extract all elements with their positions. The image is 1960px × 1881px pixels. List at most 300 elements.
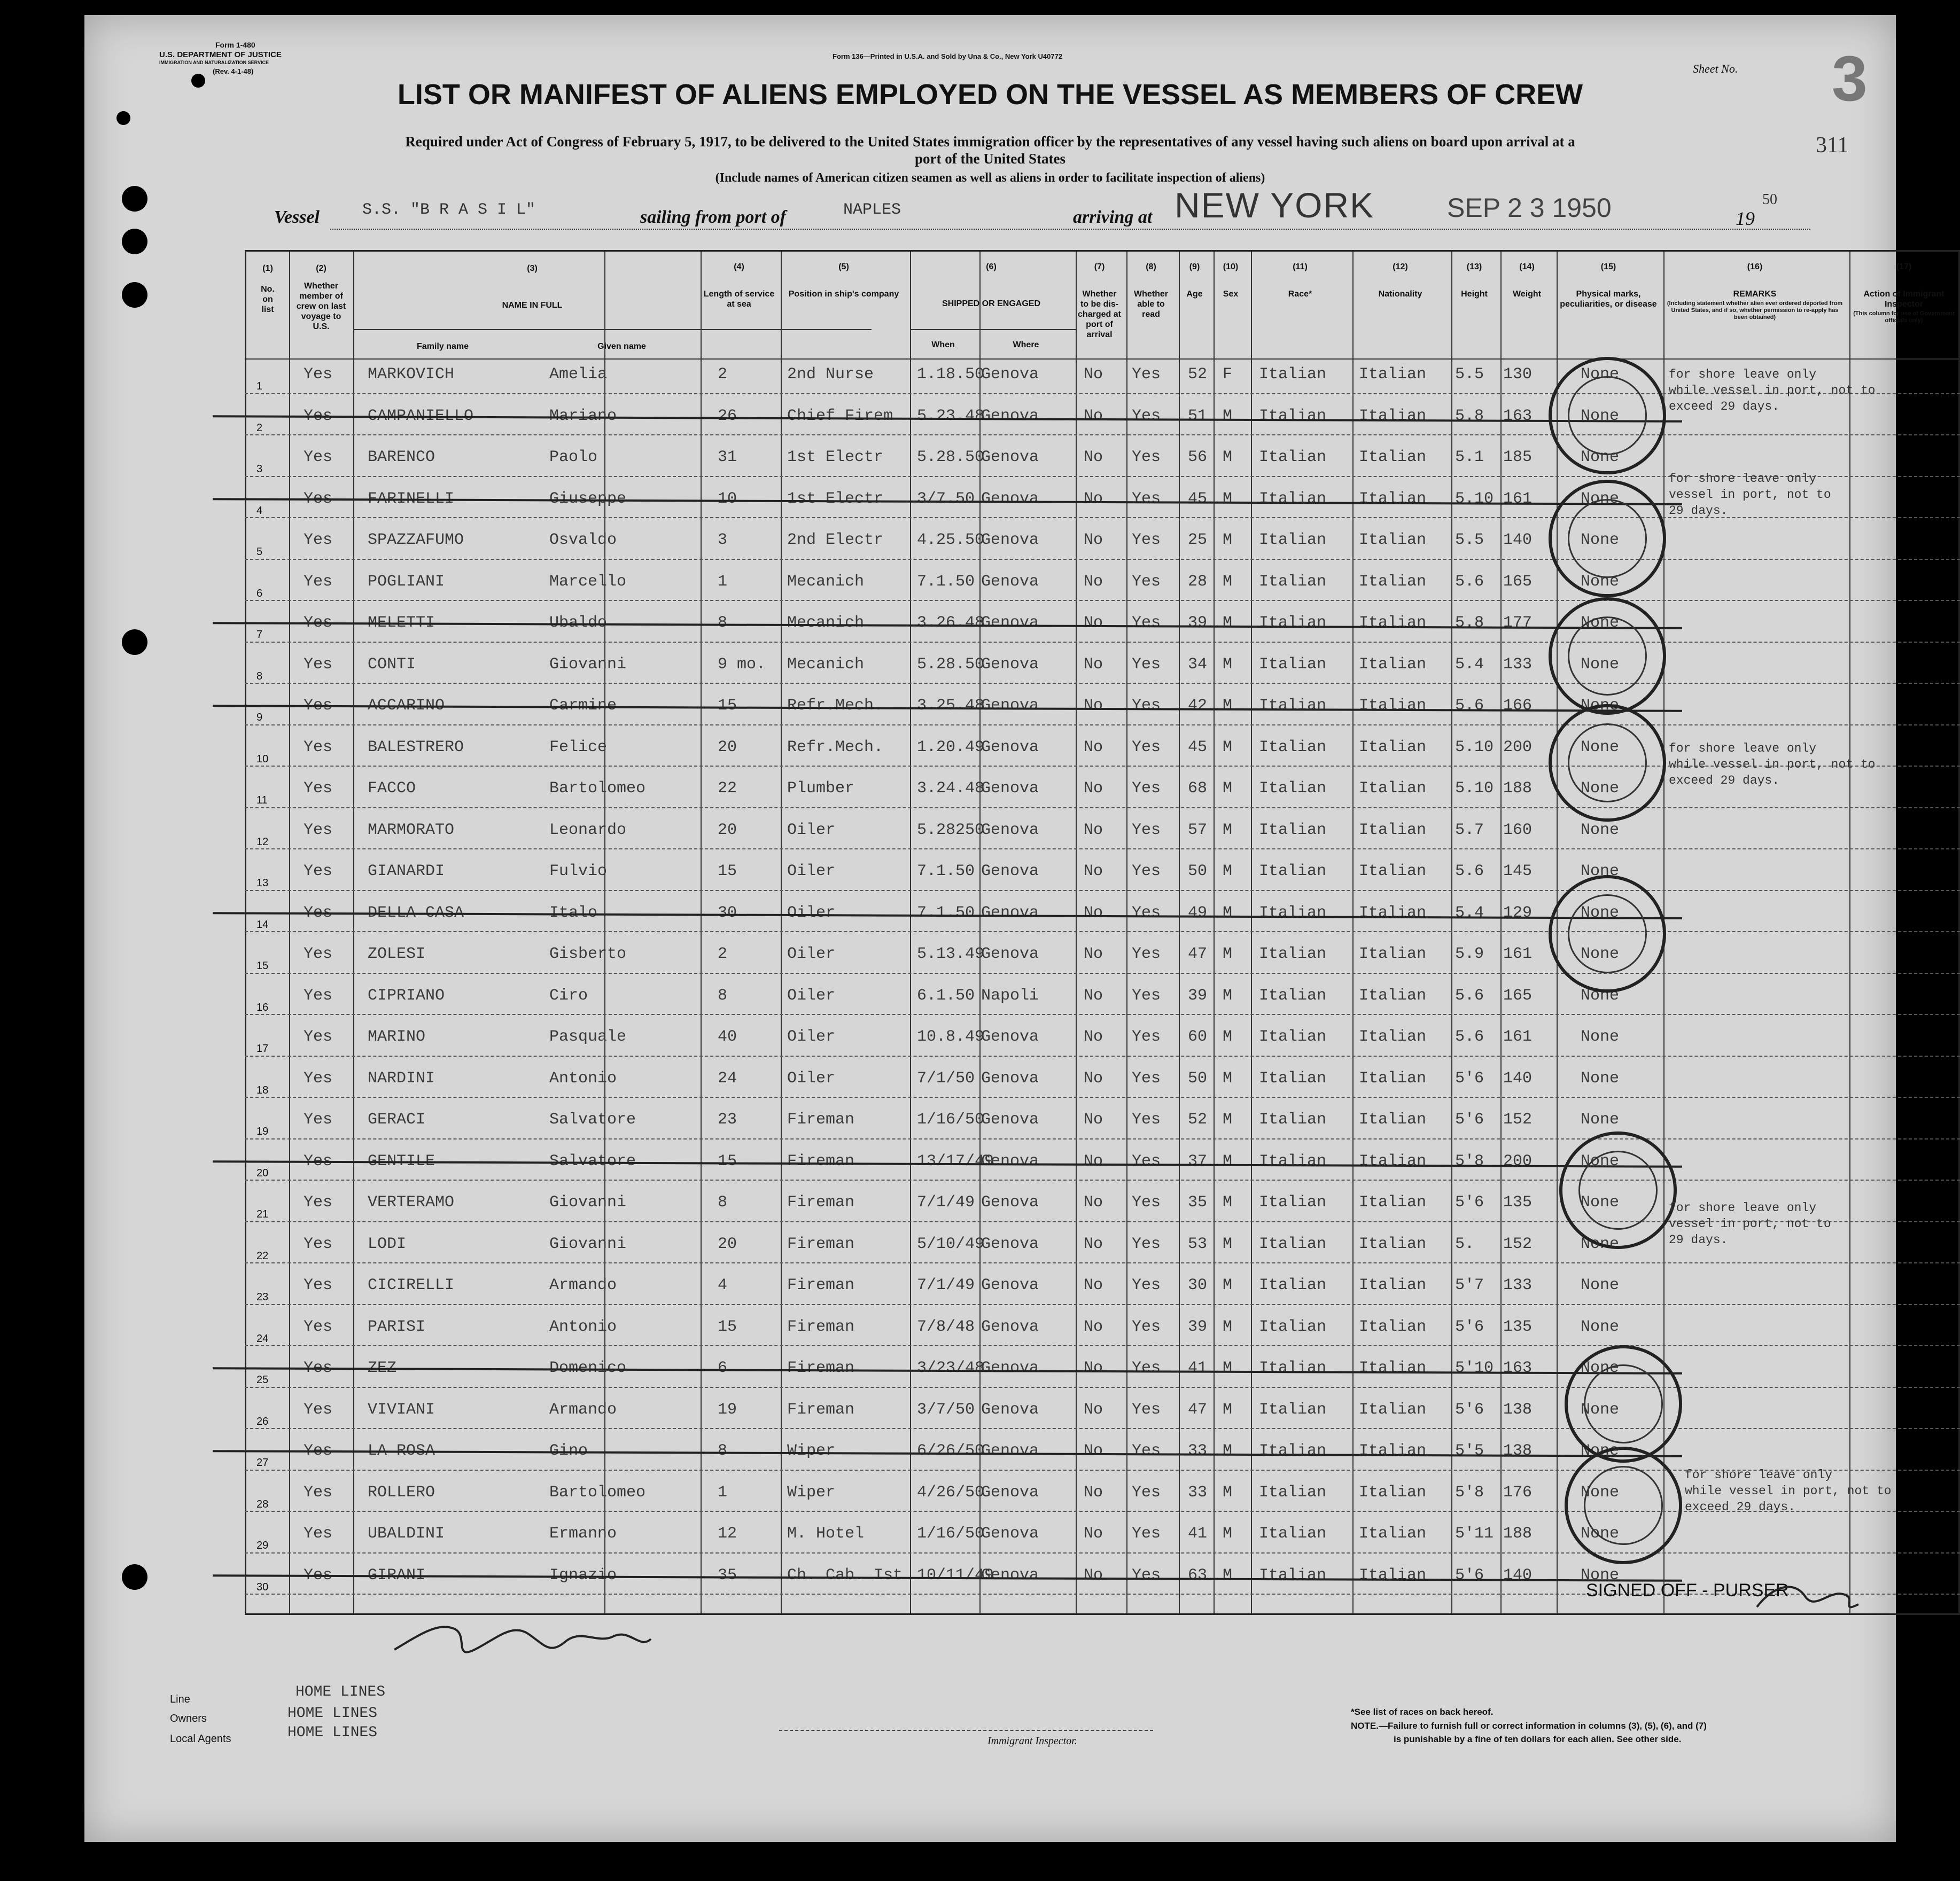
cell-where: Genova [981,738,1039,756]
cell-crew: Yes [304,1400,333,1419]
cell-read: Yes [1132,1111,1161,1129]
cell-sex: M [1223,407,1233,425]
cell-marks: None [1581,1069,1620,1088]
sailing-label: sailing from port of [640,207,786,227]
cell-weight: 177 [1503,614,1533,632]
col3-family-label: Family name [417,342,469,351]
col17-header [1848,262,1960,324]
remark-text: vessel in port, not to [1669,1217,1831,1231]
col6-header [908,262,1074,309]
col14-label: Weight [1512,290,1542,299]
cell-crew: Yes [304,1193,333,1212]
cell-where: Genova [981,531,1039,549]
cell-discharged: No [1084,407,1103,425]
cell-read: Yes [1132,862,1161,880]
col4-header [699,262,779,309]
cell-nationality: Italian [1359,1152,1427,1170]
remark-text: 29 days. [1669,504,1728,518]
inspection-stamp [1565,1447,1682,1564]
cell-nationality: Italian [1359,448,1427,466]
cell-marks: None [1581,1235,1620,1253]
row-number: 23 [256,1291,269,1303]
cell-height: 5.5 [1455,365,1484,384]
cell-where: Genova [981,821,1039,839]
cell-given: Osvaldo [549,531,617,549]
col7-number: (7) [1094,262,1105,271]
cell-when: 10/11/49 [917,1566,994,1585]
cell-position: 1st Electr [787,489,884,508]
col8-label: Whether able to read [1134,290,1168,319]
cell-marks: None [1581,1566,1620,1585]
binder-hole [122,629,147,655]
col17-label: Action of Immigrant Inspector [1863,290,1945,309]
cell-read: Yes [1132,531,1161,549]
cell-where: Genova [981,1566,1039,1585]
remark-text: exceed 29 days. [1685,1500,1796,1514]
cell-read: Yes [1132,697,1161,715]
row-number: 16 [256,1001,269,1013]
cell-crew: Yes [304,1317,333,1336]
cell-sex: M [1223,779,1233,798]
cell-nationality: Italian [1359,407,1427,425]
cell-family: GIRANI [368,1566,426,1585]
cell-read: Yes [1132,1193,1161,1212]
row-rule [245,807,1960,808]
remark-text: vessel in port, not to [1669,488,1831,502]
page-number: 311 [1816,133,1849,158]
cell-read: Yes [1132,655,1161,674]
cell-family: NARDINI [368,1069,435,1088]
cell-when: 3/23/48 [917,1359,985,1377]
cell-sex: M [1223,738,1233,756]
col13-label: Height [1461,290,1488,299]
inspection-stamp [1549,597,1666,715]
cell-sex: F [1223,365,1233,384]
cell-when: 1.20.49 [917,738,985,756]
cell-marks: None [1581,986,1620,1005]
cell-race: Italian [1259,531,1327,549]
row-number: 4 [256,504,263,517]
cell-read: Yes [1132,1359,1161,1377]
table-row [245,1019,1960,1059]
table-row [245,647,1960,686]
col6-where-label: Where [1013,340,1039,349]
cell-sex: M [1223,697,1233,715]
row-rule [245,1387,1960,1388]
cell-discharged: No [1084,1111,1103,1129]
purser-initials [1752,1575,1864,1623]
cell-height: 5.1 [1455,448,1484,466]
row-rule [245,1180,1960,1181]
cell-marks: None [1581,1276,1620,1294]
cell-where: Genova [981,697,1039,715]
cell-family: MARINO [368,1028,426,1046]
cell-crew: Yes [304,1525,333,1543]
cell-weight: 133 [1503,655,1533,674]
penalty-note: NOTE.—Failure to furnish full or correct information in columns (3), (5), (6), and (7) [1351,1721,1707,1731]
cell-discharged: No [1084,655,1103,674]
cell-weight: 188 [1503,1525,1533,1543]
binder-hole [122,186,147,212]
cell-family: UBALDINI [368,1525,445,1543]
cell-height: 5'6 [1455,1111,1484,1129]
row-number: 20 [256,1167,269,1179]
cell-height: 5.8 [1455,614,1484,632]
cell-given: Carmine [549,697,617,715]
cell-when: 5.28.50 [917,448,985,466]
cell-marks: None [1581,1400,1620,1419]
cell-service: 9 mo. [718,655,766,674]
owners-label: Owners [170,1713,207,1724]
cell-marks: None [1581,489,1620,508]
cell-sex: M [1223,1359,1233,1377]
cell-crew: Yes [304,779,333,798]
cell-crew: Yes [304,365,333,384]
cell-height: 5.10 [1455,779,1494,798]
row-number: 10 [256,753,269,765]
table-row [245,936,1960,976]
row-number: 18 [256,1084,269,1096]
cell-race: Italian [1259,903,1327,922]
cell-weight: 140 [1503,531,1533,549]
cell-where: Genova [981,614,1039,632]
cell-nationality: Italian [1359,1359,1427,1377]
cell-read: Yes [1132,407,1161,425]
cell-where: Genova [981,1276,1039,1294]
inspector-line [779,1730,1153,1731]
cell-family: ROLLERO [368,1483,435,1502]
cell-weight: 200 [1503,1152,1533,1170]
row-number: 24 [256,1332,269,1345]
year-suffix: 50 [1762,191,1777,208]
row-rule [245,1056,1960,1057]
cell-crew: Yes [304,448,333,466]
cell-height: 5'6 [1455,1193,1484,1212]
cell-nationality: Italian [1359,655,1427,674]
col10-header [1212,262,1249,299]
cell-marks: None [1581,1317,1620,1336]
cell-read: Yes [1132,1483,1161,1502]
cell-where: Genova [981,1483,1039,1502]
arriving-port: NEW YORK [1175,185,1375,225]
purser-signature [389,1612,656,1671]
cell-service: 15 [718,697,737,715]
col10-number: (10) [1223,262,1239,271]
cell-service: 20 [718,821,737,839]
cell-marks: None [1581,407,1620,425]
cell-when: 7.1.50 [917,862,975,880]
remark-text: exceed 29 days. [1669,774,1780,787]
cell-position: M. Hotel [787,1525,865,1543]
cell-height: 5.4 [1455,655,1484,674]
cell-given: Mariano [549,407,617,425]
cell-family: CAMPANIELLO [368,407,474,425]
table-row [245,522,1960,562]
cell-nationality: Italian [1359,1028,1427,1046]
cell-height: 5.5 [1455,531,1484,549]
cell-when: 13/17/49 [917,1152,994,1170]
cell-height: 5.10 [1455,489,1494,508]
cell-nationality: Italian [1359,1566,1427,1585]
cell-when: 5.13.49 [917,945,985,963]
table-row [245,1392,1960,1432]
cell-service: 30 [718,903,737,922]
cell-read: Yes [1132,1400,1161,1419]
cell-sex: M [1223,448,1233,466]
cell-sex: M [1223,903,1233,922]
col15-label: Physical marks, peculiarities, or disease [1560,290,1657,309]
cell-height: 5.7 [1455,821,1484,839]
inspection-stamp [1559,1131,1677,1249]
row-number: 22 [256,1250,269,1262]
cell-family: PARISI [368,1317,426,1336]
col5-label: Position in ship's company [788,290,899,299]
col6-number: (6) [986,262,997,271]
col17-note: (This column for use of Government officials only) [1853,310,1955,324]
cell-family: POGLIANI [368,572,445,591]
cell-when: 10.8.49 [917,1028,985,1046]
cell-nationality: Italian [1359,903,1427,922]
col14-header [1499,262,1555,299]
cell-given: Salvatore [549,1111,636,1129]
cell-when: 3/7/50 [917,1400,975,1419]
row-number: 17 [256,1043,269,1055]
table-row [245,564,1960,604]
cell-height: 5.4 [1455,903,1484,922]
cell-sex: M [1223,1317,1233,1336]
cell-crew: Yes [304,1111,333,1129]
cell-marks: None [1581,903,1620,922]
table-row [245,1516,1960,1556]
cell-when: 7/8/48 [917,1317,975,1336]
row-number: 12 [256,836,269,848]
cell-when: 7/1/49 [917,1193,975,1212]
cell-position: Fireman [787,1111,855,1129]
cell-discharged: No [1084,945,1103,963]
cell-weight: 130 [1503,365,1533,384]
cell-where: Napoli [981,986,1039,1005]
row-number: 25 [256,1374,269,1386]
cell-crew: Yes [304,1028,333,1046]
cell-nationality: Italian [1359,697,1427,715]
cell-weight: 145 [1503,862,1533,880]
cell-where: Genova [981,1235,1039,1253]
cell-weight: 152 [1503,1235,1533,1253]
cell-discharged: No [1084,448,1103,466]
cell-age: 41 [1188,1525,1208,1543]
cell-race: Italian [1259,1235,1327,1253]
cell-family: FARINELLI [368,489,455,508]
cell-position: Oiler [787,862,836,880]
cell-crew: Yes [304,903,333,922]
cell-position: Oiler [787,903,836,922]
cell-discharged: No [1084,1152,1103,1170]
cell-when: 3.24.48 [917,779,985,798]
cell-crew: Yes [304,1152,333,1170]
cell-marks: None [1581,448,1620,466]
cell-position: Refr.Mech. [787,738,884,756]
cell-nationality: Italian [1359,614,1427,632]
cell-read: Yes [1132,572,1161,591]
cell-given: Bartolomeo [549,779,646,798]
cell-race: Italian [1259,1152,1327,1170]
table-row [245,605,1960,645]
cell-height: 5.6 [1455,1028,1484,1046]
cell-discharged: No [1084,986,1103,1005]
cell-family: GENTILE [368,1152,435,1170]
cell-crew: Yes [304,489,333,508]
cell-sex: M [1223,1276,1233,1294]
cell-race: Italian [1259,448,1327,466]
table-row [245,1309,1960,1349]
cell-where: Genova [981,1152,1039,1170]
table-row [245,978,1960,1018]
subtitle-line1: Required under Act of Congress of February 5, 1917, to be delivered to the United States immigration officer by the representatives of any vessel having such aliens on board upon arrival at a [405,134,1575,150]
col12-number: (12) [1393,262,1408,271]
cell-service: 8 [718,1442,728,1460]
service-name: IMMIGRATION AND NATURALIZATION SERVICE [159,60,269,65]
cell-crew: Yes [304,862,333,880]
cell-age: 56 [1188,448,1208,466]
cell-service: 1 [718,572,728,591]
col7-label: Whether to be dis-charged at port of arrival [1078,290,1121,339]
cell-race: Italian [1259,365,1327,384]
cell-sex: M [1223,1152,1233,1170]
col11-number: (11) [1293,262,1308,271]
cell-height: 5'8 [1455,1152,1484,1170]
cell-age: 49 [1188,903,1208,922]
cell-age: 50 [1188,1069,1208,1088]
cell-race: Italian [1259,1069,1327,1088]
cell-read: Yes [1132,1069,1161,1088]
cell-where: Genova [981,365,1039,384]
cell-read: Yes [1132,1028,1161,1046]
cell-discharged: No [1084,862,1103,880]
cell-height: 5. [1455,1235,1475,1253]
cell-read: Yes [1132,945,1161,963]
cell-sex: M [1223,1028,1233,1046]
cell-sex: M [1223,862,1233,880]
cell-service: 8 [718,1193,728,1212]
row-rule [245,559,1960,560]
cell-crew: Yes [304,614,333,632]
cell-given: Pasquale [549,1028,627,1046]
cell-when: 7/1/49 [917,1276,975,1294]
cell-when: 1.18.50 [917,365,985,384]
cell-given: Giovanni [549,655,627,674]
form-number: Form 1-480 [215,41,255,49]
cell-race: Italian [1259,1317,1327,1336]
cell-crew: Yes [304,821,333,839]
cell-family: SPAZZAFUMO [368,531,464,549]
cell-sex: M [1223,1235,1233,1253]
cell-where: Genova [981,1193,1039,1212]
cell-weight: 160 [1503,821,1533,839]
cell-race: Italian [1259,407,1327,425]
cell-race: Italian [1259,738,1327,756]
cell-marks: None [1581,655,1620,674]
cell-weight: 161 [1503,945,1533,963]
col13-number: (13) [1466,262,1482,271]
cell-sex: M [1223,1400,1233,1419]
row-number: 27 [256,1457,269,1469]
row-rule [245,683,1960,684]
sheet-number: 3 [1832,43,1868,114]
cell-service: 40 [718,1028,737,1046]
cell-service: 8 [718,986,728,1005]
cell-service: 22 [718,779,737,798]
row-rule [245,600,1960,601]
row-number: 28 [256,1498,269,1510]
row-rule [245,890,1960,891]
cell-position: Plumber [787,779,855,798]
col3-number: (3) [527,264,538,273]
cell-sex: M [1223,655,1233,674]
cell-read: Yes [1132,986,1161,1005]
cell-crew: Yes [304,531,333,549]
cell-age: 33 [1188,1442,1208,1460]
cell-where: Genova [981,572,1039,591]
cell-nationality: Italian [1359,1400,1427,1419]
cell-crew: Yes [304,1483,333,1502]
cell-read: Yes [1132,738,1161,756]
remark-text: while vessel in port, not to [1685,1484,1892,1498]
cell-position: Fireman [787,1152,855,1170]
cell-given: Antonio [549,1069,617,1088]
table-row [245,1268,1960,1307]
cell-crew: Yes [304,1069,333,1088]
cell-discharged: No [1084,697,1103,715]
cell-age: 47 [1188,1400,1208,1419]
cell-discharged: No [1084,614,1103,632]
cell-sex: M [1223,1566,1233,1585]
cell-weight: 161 [1503,1028,1533,1046]
cell-discharged: No [1084,1442,1103,1460]
cell-age: 25 [1188,531,1208,549]
cell-family: ZOLESI [368,945,426,963]
cell-position: Refr.Mech. [787,697,884,715]
cell-sex: M [1223,1193,1233,1212]
cell-weight: 165 [1503,572,1533,591]
remark-text: exceed 29 days. [1669,400,1780,413]
line-label: Line [170,1693,190,1705]
cell-read: Yes [1132,1525,1161,1543]
cell-age: 63 [1188,1566,1208,1585]
cell-height: 5.9 [1455,945,1484,963]
col9-number: (9) [1189,262,1200,271]
cell-nationality: Italian [1359,1483,1427,1502]
cell-sex: M [1223,1483,1233,1502]
cell-family: CIPRIANO [368,986,445,1005]
cell-age: 34 [1188,655,1208,674]
cell-given: Giovanni [549,1235,627,1253]
cell-height: 5'8 [1455,1483,1484,1502]
page-title: LIST OR MANIFEST OF ALIENS EMPLOYED ON THE VESSEL AS MEMBERS OF CREW [397,79,1583,111]
col10-label: Sex [1223,290,1239,299]
vessel-underline [330,229,1810,230]
cell-crew: Yes [304,1566,333,1585]
cell-given: Ubaldo [549,614,608,632]
cell-sex: M [1223,1111,1233,1129]
table-row [245,688,1960,728]
cell-discharged: No [1084,1276,1103,1294]
col16-label: REMARKS [1733,290,1777,299]
cell-sex: M [1223,1525,1233,1543]
cell-service: 6 [718,1359,728,1377]
row-number: 1 [256,380,263,392]
cell-marks: None [1581,945,1620,963]
cell-age: 28 [1188,572,1208,591]
